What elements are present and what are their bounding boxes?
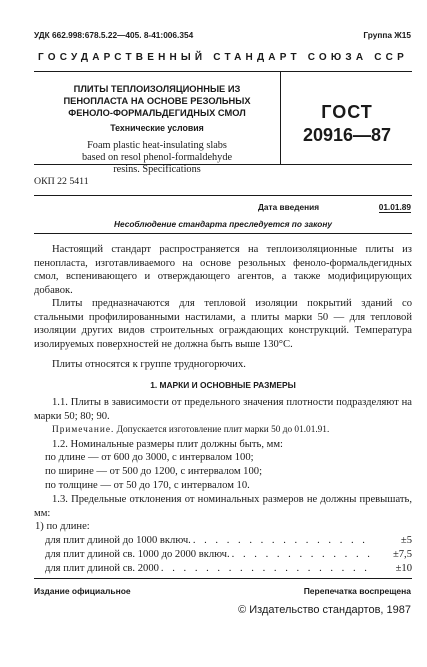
size-thickness: по толщине — от 50 до 170, с интервалом 10. <box>45 480 250 491</box>
title-divider <box>280 71 281 164</box>
tolerance-row <box>45 562 412 576</box>
clause-1-1-note <box>34 424 412 438</box>
title-line-2: ПЕНОПЛАСТА НА ОСНОВЕ РЕЗОЛЬНЫХ <box>63 96 251 106</box>
copyright: © Издательство стандартов, 1987 <box>238 604 411 616</box>
leader-dots <box>191 534 372 548</box>
group-code: Группа Ж15 <box>363 30 411 40</box>
tolerance-value: ±7,5 <box>392 549 412 560</box>
reprint-prohibited: Перепечатка воспрещена <box>303 586 411 596</box>
tolerance-label: для плит длиной до 1000 включ. <box>45 535 191 546</box>
english-line-2: based on resol phenol-formaldehyde <box>81 151 233 163</box>
clause-1-3: 1.3. Предельные отклонения от номинальных размеров не должны превышать, мм: <box>34 494 412 519</box>
date-label: Дата введения <box>258 202 320 212</box>
by-length-label: 1) по длине: <box>35 521 90 532</box>
tolerance-row <box>45 548 412 562</box>
section-1-heading: 1. МАРКИ И ОСНОВНЫЕ РАЗМЕРЫ <box>150 380 296 390</box>
note-label: Примечание. <box>52 425 115 435</box>
okp-code: ОКП 22 5411 <box>34 176 89 187</box>
tolerance-label: для плит длиной св. 2000 <box>45 563 159 574</box>
clause-1-1: 1.1. Плиты в зависимости от предельного значения плотности подразделяют на марки 50; 80; 90. <box>34 397 412 422</box>
document-title <box>34 83 280 134</box>
intro-paragraph-3: Плиты относятся к группе трудногорючих. <box>52 359 246 370</box>
tolerance-row <box>45 534 412 548</box>
english-line-1: Foam plastic heat-insulating slabs <box>87 140 227 151</box>
notice-rule <box>34 233 412 234</box>
size-width: по ширине — от 500 до 1200, с интервалом 100; <box>45 466 263 477</box>
size-length: по длине — от 600 до 3000, с интервалом 100; <box>45 452 254 463</box>
tolerance-value: ±5 <box>400 535 412 546</box>
title-line-3: ФЕНОЛО-ФОРМАЛЬДЕГИДНЫХ СМОЛ <box>68 108 246 118</box>
subtitle: Технические условия <box>110 123 204 133</box>
english-title <box>34 140 280 175</box>
title-rule-top <box>34 71 412 72</box>
okp-rule <box>34 195 412 196</box>
leader-dots <box>159 562 372 576</box>
tolerance-label: для плит длиной св. 1000 до 2000 включ. <box>45 549 230 560</box>
official-edition: Издание официальное <box>34 586 131 596</box>
intro-paragraph-1: Настоящий стандарт распространяется на теплоизоляционные плиты из пенопласта, изготавливаемого на основе резольных феноло-формальдегидных смол, вспенивающего и отверждающего агентов, а также модифицирующих добавок. <box>34 244 412 296</box>
english-line-3: resins. Specifications <box>113 163 201 175</box>
intro-paragraph-2: Плиты предназначаются для тепловой изоляции покрытий зданий со стальными профилированными настилами, а плиты марки 50 — для тепловой изоляции других видов строительных ограждающих конструкций. Температура изолируемых поверхностей не должна быть выше 130°С. <box>34 298 412 350</box>
footer-rule <box>34 578 412 579</box>
gost-label: ГОСТ <box>321 102 373 122</box>
standard-line: ГОСУДАРСТВЕННЫЙ СТАНДАРТ СОЮЗА ССР <box>38 52 408 63</box>
legal-notice: Несоблюдение стандарта преследуется по закону <box>114 219 332 229</box>
title-line-1: ПЛИТЫ ТЕПЛОИЗОЛЯЦИОННЫЕ ИЗ <box>73 84 241 94</box>
gost-number: 20916—87 <box>302 125 392 145</box>
note-text: Допускается изготовление плит марки 50 до 01.01.91. <box>116 425 330 435</box>
tolerance-value: ±10 <box>395 563 412 574</box>
leader-dots <box>230 548 372 562</box>
udk-code: УДК 662.998:678.5.22—405. 8-41:006.354 <box>34 30 194 40</box>
clause-1-2: 1.2. Номинальные размеры плит должны быть, мм: <box>52 439 283 450</box>
date-value: 01.01.89 <box>378 202 411 212</box>
